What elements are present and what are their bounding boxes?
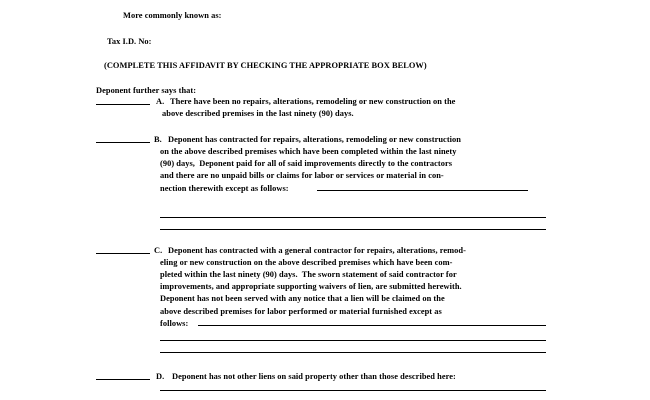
- option-d-text: Deponent has not other liens on said property other than those described here:: [172, 372, 456, 381]
- affidavit-instruction: (COMPLETE THIS AFFIDAVIT BY CHECKING THE APPROPRIATE BOX BELOW): [104, 61, 427, 70]
- option-c-text: Deponent has contracted with a general contractor for repairs, alterations, remod-: [168, 246, 466, 255]
- option-b-text: Deponent has contracted for repairs, alterations, remodeling or new construction: [168, 135, 461, 144]
- option-c-text: improvements, and appropriate supporting waivers of lien, are submitted herewith.: [160, 282, 462, 291]
- option-c-fill-line[interactable]: [198, 325, 546, 326]
- intro-text: Deponent further says that:: [96, 86, 197, 95]
- checkbox-line-b[interactable]: [96, 142, 150, 143]
- option-c-text: Deponent has not been served with any notice that a lien will be claimed on the: [160, 294, 445, 303]
- option-d-fill-line[interactable]: [160, 390, 546, 391]
- option-b-text: nection therewith except as follows:: [160, 184, 289, 193]
- checkbox-line-d[interactable]: [96, 379, 150, 380]
- option-b-fill-line[interactable]: [317, 190, 528, 191]
- option-b-fill-line[interactable]: [160, 229, 546, 230]
- option-b-text: (90) days, Deponent paid for all of said improvements directly to the contractors: [160, 159, 453, 168]
- checkbox-line-c[interactable]: [96, 253, 150, 254]
- option-c-text: eling or new construction on the above described premises which have been com-: [160, 258, 453, 267]
- option-a-text: There have been no repairs, alterations, remodeling or new construction on the: [170, 97, 456, 106]
- option-a-text: above described premises in the last ninety (90) days.: [162, 109, 354, 118]
- option-c-text: follows:: [160, 319, 189, 328]
- option-c-marker: C.: [154, 246, 163, 255]
- option-b-text: on the above described premises which have been completed within the last ninety: [160, 147, 457, 156]
- option-b-text: and there are no unpaid bills or claims for labor or services or material in con-: [160, 171, 444, 180]
- option-c-fill-line[interactable]: [160, 340, 546, 341]
- option-d-marker: D.: [156, 372, 165, 381]
- option-a-marker: A.: [156, 97, 165, 106]
- option-c-text: pleted within the last ninety (90) days. The sworn statement of said contractor for: [160, 270, 457, 279]
- option-b-marker: B.: [154, 135, 162, 144]
- tax-id-label: Tax I.D. No:: [107, 37, 152, 46]
- option-b-fill-line[interactable]: [160, 217, 546, 218]
- checkbox-line-a[interactable]: [96, 104, 150, 105]
- option-c-text: above described premises for labor performed or material furnished except as: [160, 307, 442, 316]
- known-as-label: More commonly known as:: [123, 11, 222, 20]
- option-c-fill-line[interactable]: [160, 352, 546, 353]
